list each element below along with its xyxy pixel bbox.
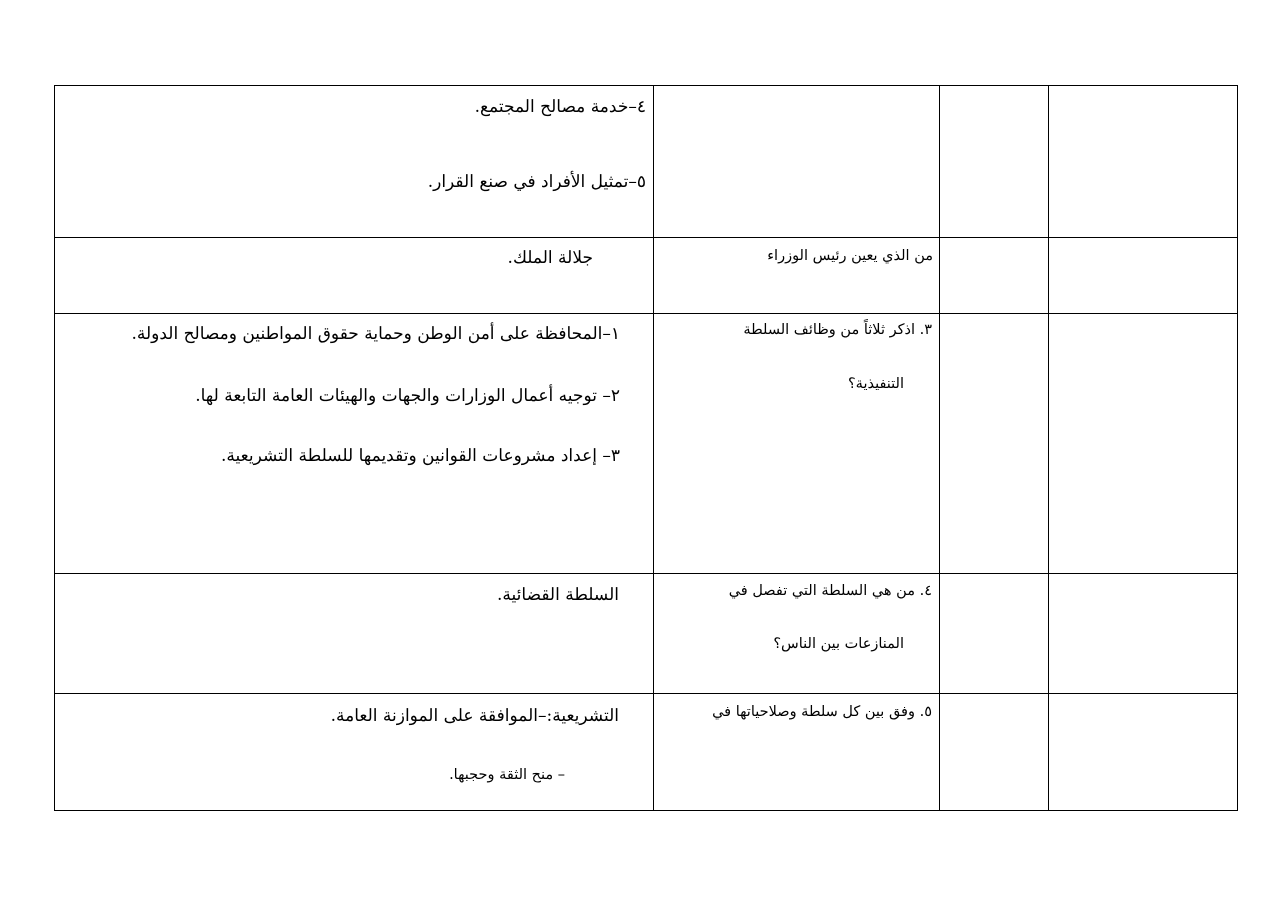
answer-line: السلطة القضائية.	[497, 585, 619, 605]
answer-line: ٤–خدمة مصالح المجتمع.	[474, 97, 646, 117]
column-divider	[653, 86, 654, 810]
row-divider	[55, 237, 1237, 238]
answer-line: جلالة الملك.	[507, 248, 593, 268]
answer-line: ٢– توجيه أعمال الوزارات والجهات والهيئات العامة التابعة لها.	[195, 386, 620, 406]
answer-line: – منح الثقة وحجبها.	[449, 767, 565, 783]
column-divider	[1048, 86, 1049, 810]
column-divider	[939, 86, 940, 810]
question-text: ٤. من هي السلطة التي تفصل في	[728, 583, 932, 599]
question-text: ٥. وفق بين كل سلطة وصلاحياتها في	[712, 704, 932, 720]
row-divider	[55, 573, 1237, 574]
question-text: ٣. اذكر ثلاثاً من وظائف السلطة	[743, 322, 932, 338]
question-text: المنازعات بين الناس؟	[773, 636, 904, 652]
row-divider	[55, 313, 1237, 314]
question-text: التنفيذية؟	[847, 376, 904, 392]
answer-line: ٣– إعداد مشروعات القوانين وتقديمها للسلطة التشريعية.	[220, 446, 620, 466]
row-divider	[55, 693, 1237, 694]
answer-line: التشريعية:–الموافقة على الموازنة العامة.	[330, 706, 619, 726]
answer-line: ٥–تمثيل الأفراد في صنع القرار.	[427, 172, 646, 192]
answer-line: ١–المحافظة على أمن الوطن وحماية حقوق المواطنين ومصالح الدولة.	[131, 324, 620, 344]
worksheet-table	[54, 85, 1238, 811]
question-text: من الذي يعين رئيس الوزراء	[767, 248, 933, 264]
